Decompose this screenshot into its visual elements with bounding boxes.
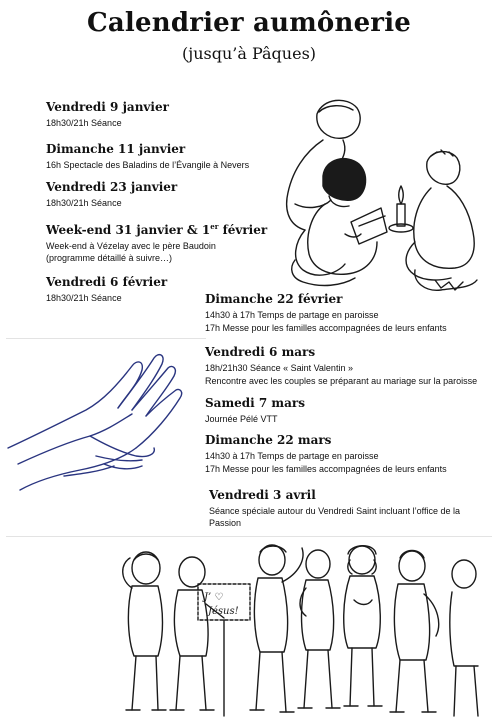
event-date: Dimanche 11 janvier [46, 142, 186, 156]
event-line: 18h/21h30 Séance « Saint Valentin » [205, 363, 353, 373]
event-item [205, 396, 305, 425]
divider [6, 338, 206, 339]
event-line: 18h30/21h Séance [46, 198, 122, 208]
event-line: Week-end à Vézelay avec le père Baudoin [46, 241, 216, 251]
event-date: Samedi 7 mars [205, 396, 305, 410]
sign-text-bottom: Jésus! [208, 606, 239, 617]
event-line: Séance spéciale autour du Vendredi Saint incluant l’office de la [209, 506, 461, 516]
event-line: 17h Messe pour les familles accompagnées de leurs enfants [205, 464, 447, 474]
children-reading-illustration [265, 92, 483, 304]
event-line: 18h30/21h Séance [46, 293, 122, 303]
event-item [205, 433, 447, 475]
event-item [46, 142, 249, 171]
event-line: 17h Messe pour les familles accompagnées de leurs enfants [205, 323, 447, 333]
event-item [46, 219, 267, 264]
event-date: Vendredi 6 mars [205, 345, 316, 359]
event-item [46, 275, 167, 304]
event-line: (programme détaillé à suivre…) [46, 253, 173, 263]
event-line: Journée Pélé VTT [205, 414, 278, 424]
event-date: Week-end 31 janvier & 1er février [46, 222, 268, 237]
event-date: Dimanche 22 février [205, 292, 343, 306]
event-date: Vendredi 3 avril [209, 488, 316, 502]
event-line: 14h30 à 17h Temps de partage en paroisse [205, 310, 379, 320]
event-line: Passion [209, 518, 242, 528]
event-line: Rencontre avec les couples se préparant au mariage sur la paroisse [205, 376, 478, 386]
page-title: Calendrier aumônerie [86, 8, 412, 38]
event-line: 16h Spectacle des Baladins de l’Évangile à Nevers [46, 160, 250, 170]
event-date: Dimanche 22 mars [205, 433, 332, 447]
event-item [46, 100, 169, 129]
group-with-sign-illustration [112, 540, 484, 722]
event-item [46, 180, 177, 209]
event-line: 14h30 à 17h Temps de partage en paroisse [205, 451, 379, 461]
event-date: Vendredi 6 février [46, 275, 168, 289]
event-line: 18h30/21h Séance [46, 118, 122, 128]
sign-text-top: J’ ♡ [204, 592, 224, 603]
page-subtitle: (jusqu’à Pâques) [181, 44, 317, 63]
event-date: Vendredi 9 janvier [46, 100, 169, 114]
open-hands-illustration [4, 344, 200, 500]
event-item [205, 345, 477, 387]
event-item [209, 488, 460, 529]
event-date: Vendredi 23 janvier [46, 180, 178, 194]
divider [6, 536, 492, 537]
